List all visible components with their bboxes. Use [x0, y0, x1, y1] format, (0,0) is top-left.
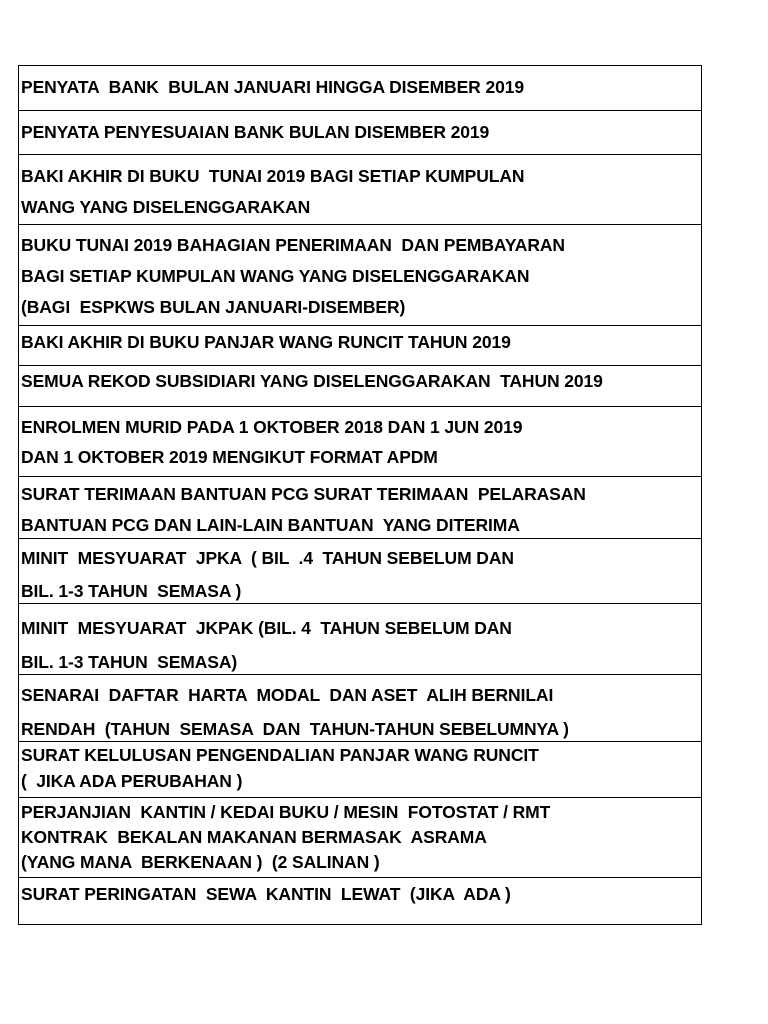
document-checklist-table — [18, 65, 702, 925]
table-row — [19, 366, 701, 407]
row-text-line: BUKU TUNAI 2019 BAHAGIAN PENERIMAAN DAN PEMBAYARAN — [21, 235, 565, 255]
row-text-line: BAKI AKHIR DI BUKU TUNAI 2019 BAGI SETIAP KUMPULAN — [21, 166, 525, 186]
row-text-line: BIL. 1-3 TAHUN SEMASA) — [21, 652, 238, 672]
row-text-line: PERJANJIAN KANTIN / KEDAI BUKU / MESIN FOTOSTAT / RMT — [21, 802, 551, 822]
table-row — [19, 878, 701, 924]
table-row — [19, 326, 701, 366]
table-row — [19, 539, 701, 604]
table-row — [19, 66, 701, 111]
row-text-line: KONTRAK BEKALAN MAKANAN BERMASAK ASRAMA — [21, 827, 487, 847]
row-text-line: ( JIKA ADA PERUBAHAN ) — [21, 771, 243, 791]
table-row — [19, 155, 701, 225]
row-text-line: BIL. 1-3 TAHUN SEMASA ) — [21, 581, 242, 601]
row-text-line: ENROLMEN MURID PADA 1 OKTOBER 2018 DAN 1 JUN 2019 — [21, 417, 523, 437]
table-row — [19, 675, 701, 742]
row-text-line: BANTUAN PCG DAN LAIN-LAIN BANTUAN YANG DITERIMA — [21, 515, 520, 535]
row-text-line: WANG YANG DISELENGGARAKAN — [21, 197, 311, 217]
table-row — [19, 742, 701, 798]
row-text-line: SURAT PERINGATAN SEWA KANTIN LEWAT (JIKA ADA ) — [21, 884, 511, 904]
row-text-line: SURAT KELULUSAN PENGENDALIAN PANJAR WANG RUNCIT — [21, 745, 539, 765]
row-text-line: MINIT MESYUARAT JKPAK (BIL. 4 TAHUN SEBELUM DAN — [21, 618, 512, 638]
table-row — [19, 111, 701, 155]
table-row — [19, 604, 701, 675]
table-row — [19, 407, 701, 477]
table-row — [19, 477, 701, 539]
row-text-line: DAN 1 OKTOBER 2019 MENGIKUT FORMAT APDM — [21, 447, 438, 467]
row-text-line: BAGI SETIAP KUMPULAN WANG YANG DISELENGGARAKAN — [21, 266, 530, 286]
table-row — [19, 225, 701, 326]
row-text-line: PENYATA PENYESUAIAN BANK BULAN DISEMBER 2019 — [21, 122, 490, 142]
row-text-line: PENYATA BANK BULAN JANUARI HINGGA DISEMBER 2019 — [21, 77, 524, 97]
row-text-line: BAKI AKHIR DI BUKU PANJAR WANG RUNCIT TAHUN 2019 — [21, 332, 511, 352]
row-text-line: MINIT MESYUARAT JPKA ( BIL .4 TAHUN SEBELUM DAN — [21, 548, 514, 568]
row-text-line: SURAT TERIMAAN BANTUAN PCG SURAT TERIMAAN PELARASAN — [21, 484, 586, 504]
row-text-line: SENARAI DAFTAR HARTA MODAL DAN ASET ALIH BERNILAI — [21, 685, 554, 705]
row-text-line: RENDAH (TAHUN SEMASA DAN TAHUN-TAHUN SEBELUMNYA ) — [21, 719, 569, 739]
row-text-line: (BAGI ESPKWS BULAN JANUARI-DISEMBER) — [21, 297, 406, 317]
table-row — [19, 798, 701, 878]
row-text-line: (YANG MANA BERKENAAN ) (2 SALINAN ) — [21, 852, 380, 872]
row-text-line: SEMUA REKOD SUBSIDIARI YANG DISELENGGARAKAN TAHUN 2019 — [21, 371, 603, 391]
